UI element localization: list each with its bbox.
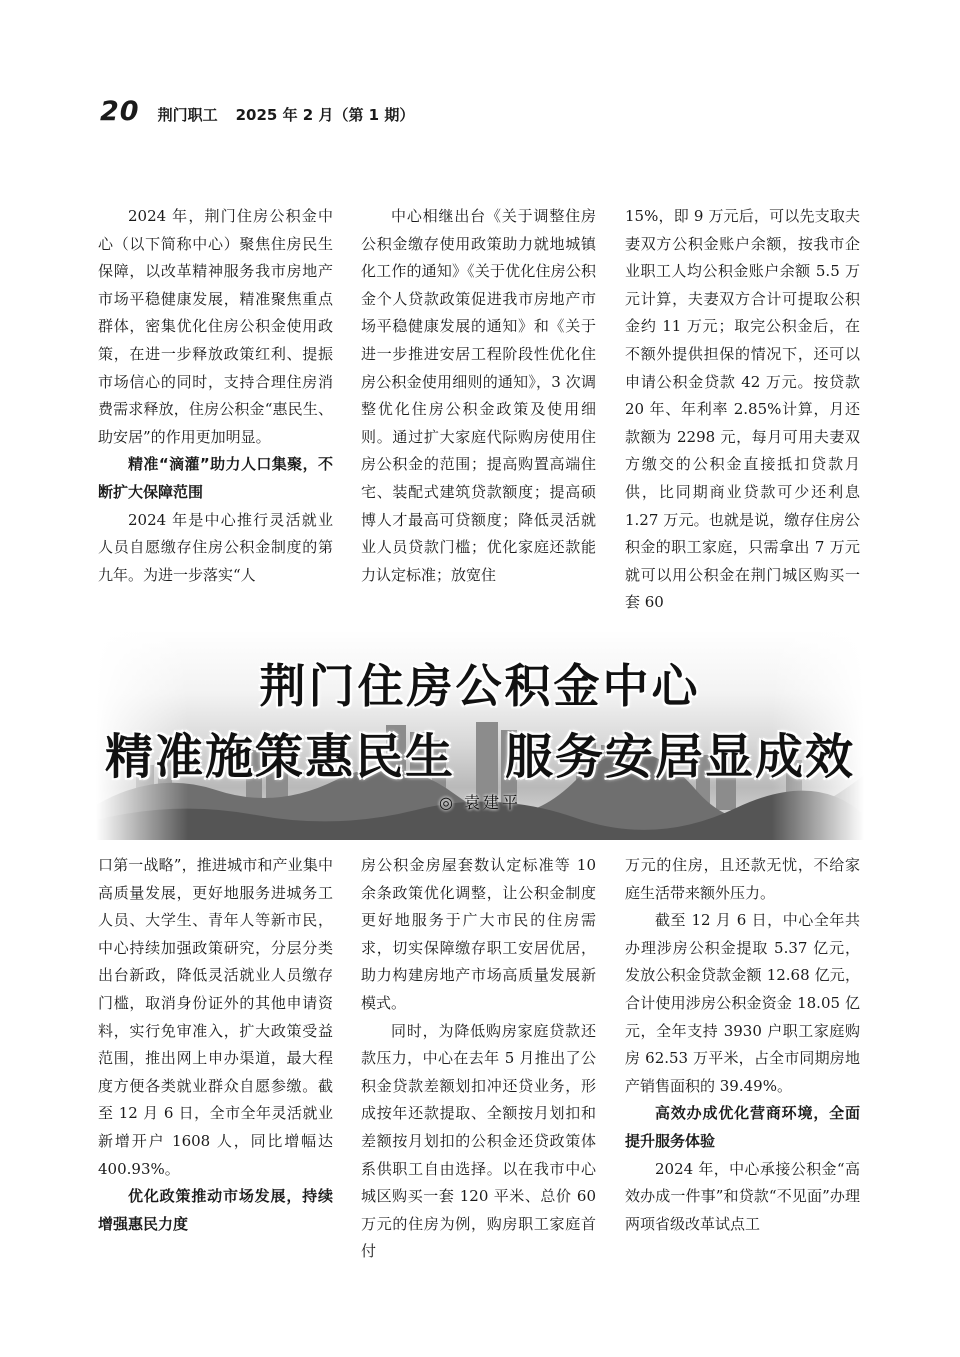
article-title-line-1: 荆门住房公积金中心 <box>259 659 701 713</box>
page-header <box>100 96 860 136</box>
paragraph: 2024 年，中心承接公积金“高效办成一件事”和贷款“不见面”办理两项省级改革试点工 <box>625 1159 860 1233</box>
article-column-4 <box>98 852 333 1238</box>
article-column-3 <box>625 203 860 617</box>
article-column-2 <box>361 203 596 589</box>
title-banner <box>96 630 864 840</box>
article-column-5 <box>361 852 596 1266</box>
article-title-line-2: 精准施策惠民生 服务安居显成效 <box>104 729 855 785</box>
paragraph: 口第一战略”，推进城市和产业集中高质量发展，更好地服务进城务工人员、大学生、青年人等新市民，中心持续加强政策研究，分层分类出台新政，降低灵活就业人员缴存门槛，取消身份证外的其他申请资料，实行免审准入，扩大政策受益范围，推出网上申办渠道，最大程度方便各类就业群众自愿参缴。截至 12 月 6 日，全市全年灵活就业新增开户 1608 人，同比增幅达 400.93%。 <box>98 856 333 1178</box>
journal-name: 荆门职工 <box>157 106 218 124</box>
section-heading: 高效办成优化营商环境，全面提升服务体验 <box>625 1104 860 1150</box>
issue-date: 2025 年 2 月（第 1 期） <box>235 106 415 124</box>
paragraph: 万元的住房，且还款无忧，不给家庭生活带来额外压力。 <box>625 856 860 902</box>
paragraph: 截至 12 月 6 日，中心全年共办理涉房公积金提取 5.37 亿元，发放公积金贷款金额 12.68 亿元，合计使用涉房公积金资金 18.05 亿元，全年支持 3930 户职工家庭购房 62.53 万平米，占全市同期房地产销售面积的 39.49%。 <box>625 911 860 1095</box>
section-heading: 精准“滴灌”助力人口集聚，不断扩大保障范围 <box>98 455 333 501</box>
page-number: 20 <box>100 96 140 127</box>
paragraph: 房公积金房屋套数认定标准等 10 余条政策优化调整，让公积金制度更好地服务于广大市民的住房需求，切实保障缴存职工安居优居，助力构建房地产市场高质量发展新模式。 <box>361 856 596 1012</box>
article-column-6 <box>625 852 860 1238</box>
article-author: ◎ 袁建平 <box>438 793 522 812</box>
section-heading: 优化政策推动市场发展，持续增强惠民力度 <box>98 1187 333 1233</box>
article-column-1 <box>98 203 333 589</box>
paragraph: 2024 年，荆门住房公积金中心（以下简称中心）聚焦住房民生保障，以改革精神服务我市房地产市场平稳健康发展，精准聚焦重点群体，密集优化住房公积金使用政策，在进一步释放政策红利、提振市场信心的同时，支持合理住房消费需求释放，住房公积金“惠民生、助安居”的作用更加明显。 <box>98 207 333 446</box>
paragraph: 2024 年是中心推行灵活就业人员自愿缴存住房公积金制度的第九年。为进一步落实“人 <box>98 510 333 584</box>
paragraph: 15%，即 9 万元后，可以先支取夫妻双方公积金账户余额，按我市企业职工人均公积金账户余额 5.5 万元计算，夫妻双方合计可提取公积金约 11 万元；取完公积金后，在不额外提供担保的情况下，还可以申请公积金贷款 42 万元。按贷款 20 年、年利率 2.85%计算，月还款额为 2298 元，每月可用夫妻双方缴交的公积金直接抵扣贷款月供，比同期商业贷款可少还利息 1.27 万元。也就是说，缴存住房公积金的职工家庭，只需拿出 7 万元就可以用公积金在荆门城区购买一套 60 <box>625 207 860 612</box>
paragraph: 同时，为降低购房家庭贷款还款压力，中心在去年 5 月推出了公积金贷款差额划扣冲还贷业务，形成按年还款提取、全额按月划扣和差额按月划扣的公积金还贷政策体系供职工自由选择。以在我市中心城区购买一套 120 平米、总价 60 万元的住房为例，购房职工家庭首付 <box>361 1021 596 1261</box>
paragraph: 中心相继出台《关于调整住房公积金缴存使用政策助力就地城镇化工作的通知》《关于优化住房公积金个人贷款政策促进我市房地产市场平稳健康发展的通知》和《关于进一步推进安居工程阶段性优化住房公积金使用细则的通知》，3 次调整优化住房公积金政策及使用细则。通过扩大家庭代际购房使用住房公积金的范围；提高购置高端住宅、装配式建筑贷款额度；提高硕博人才最高可贷额度；降低灵活就业人员贷款门槛；优化家庭还款能力认定标准；放宽住 <box>361 207 596 584</box>
